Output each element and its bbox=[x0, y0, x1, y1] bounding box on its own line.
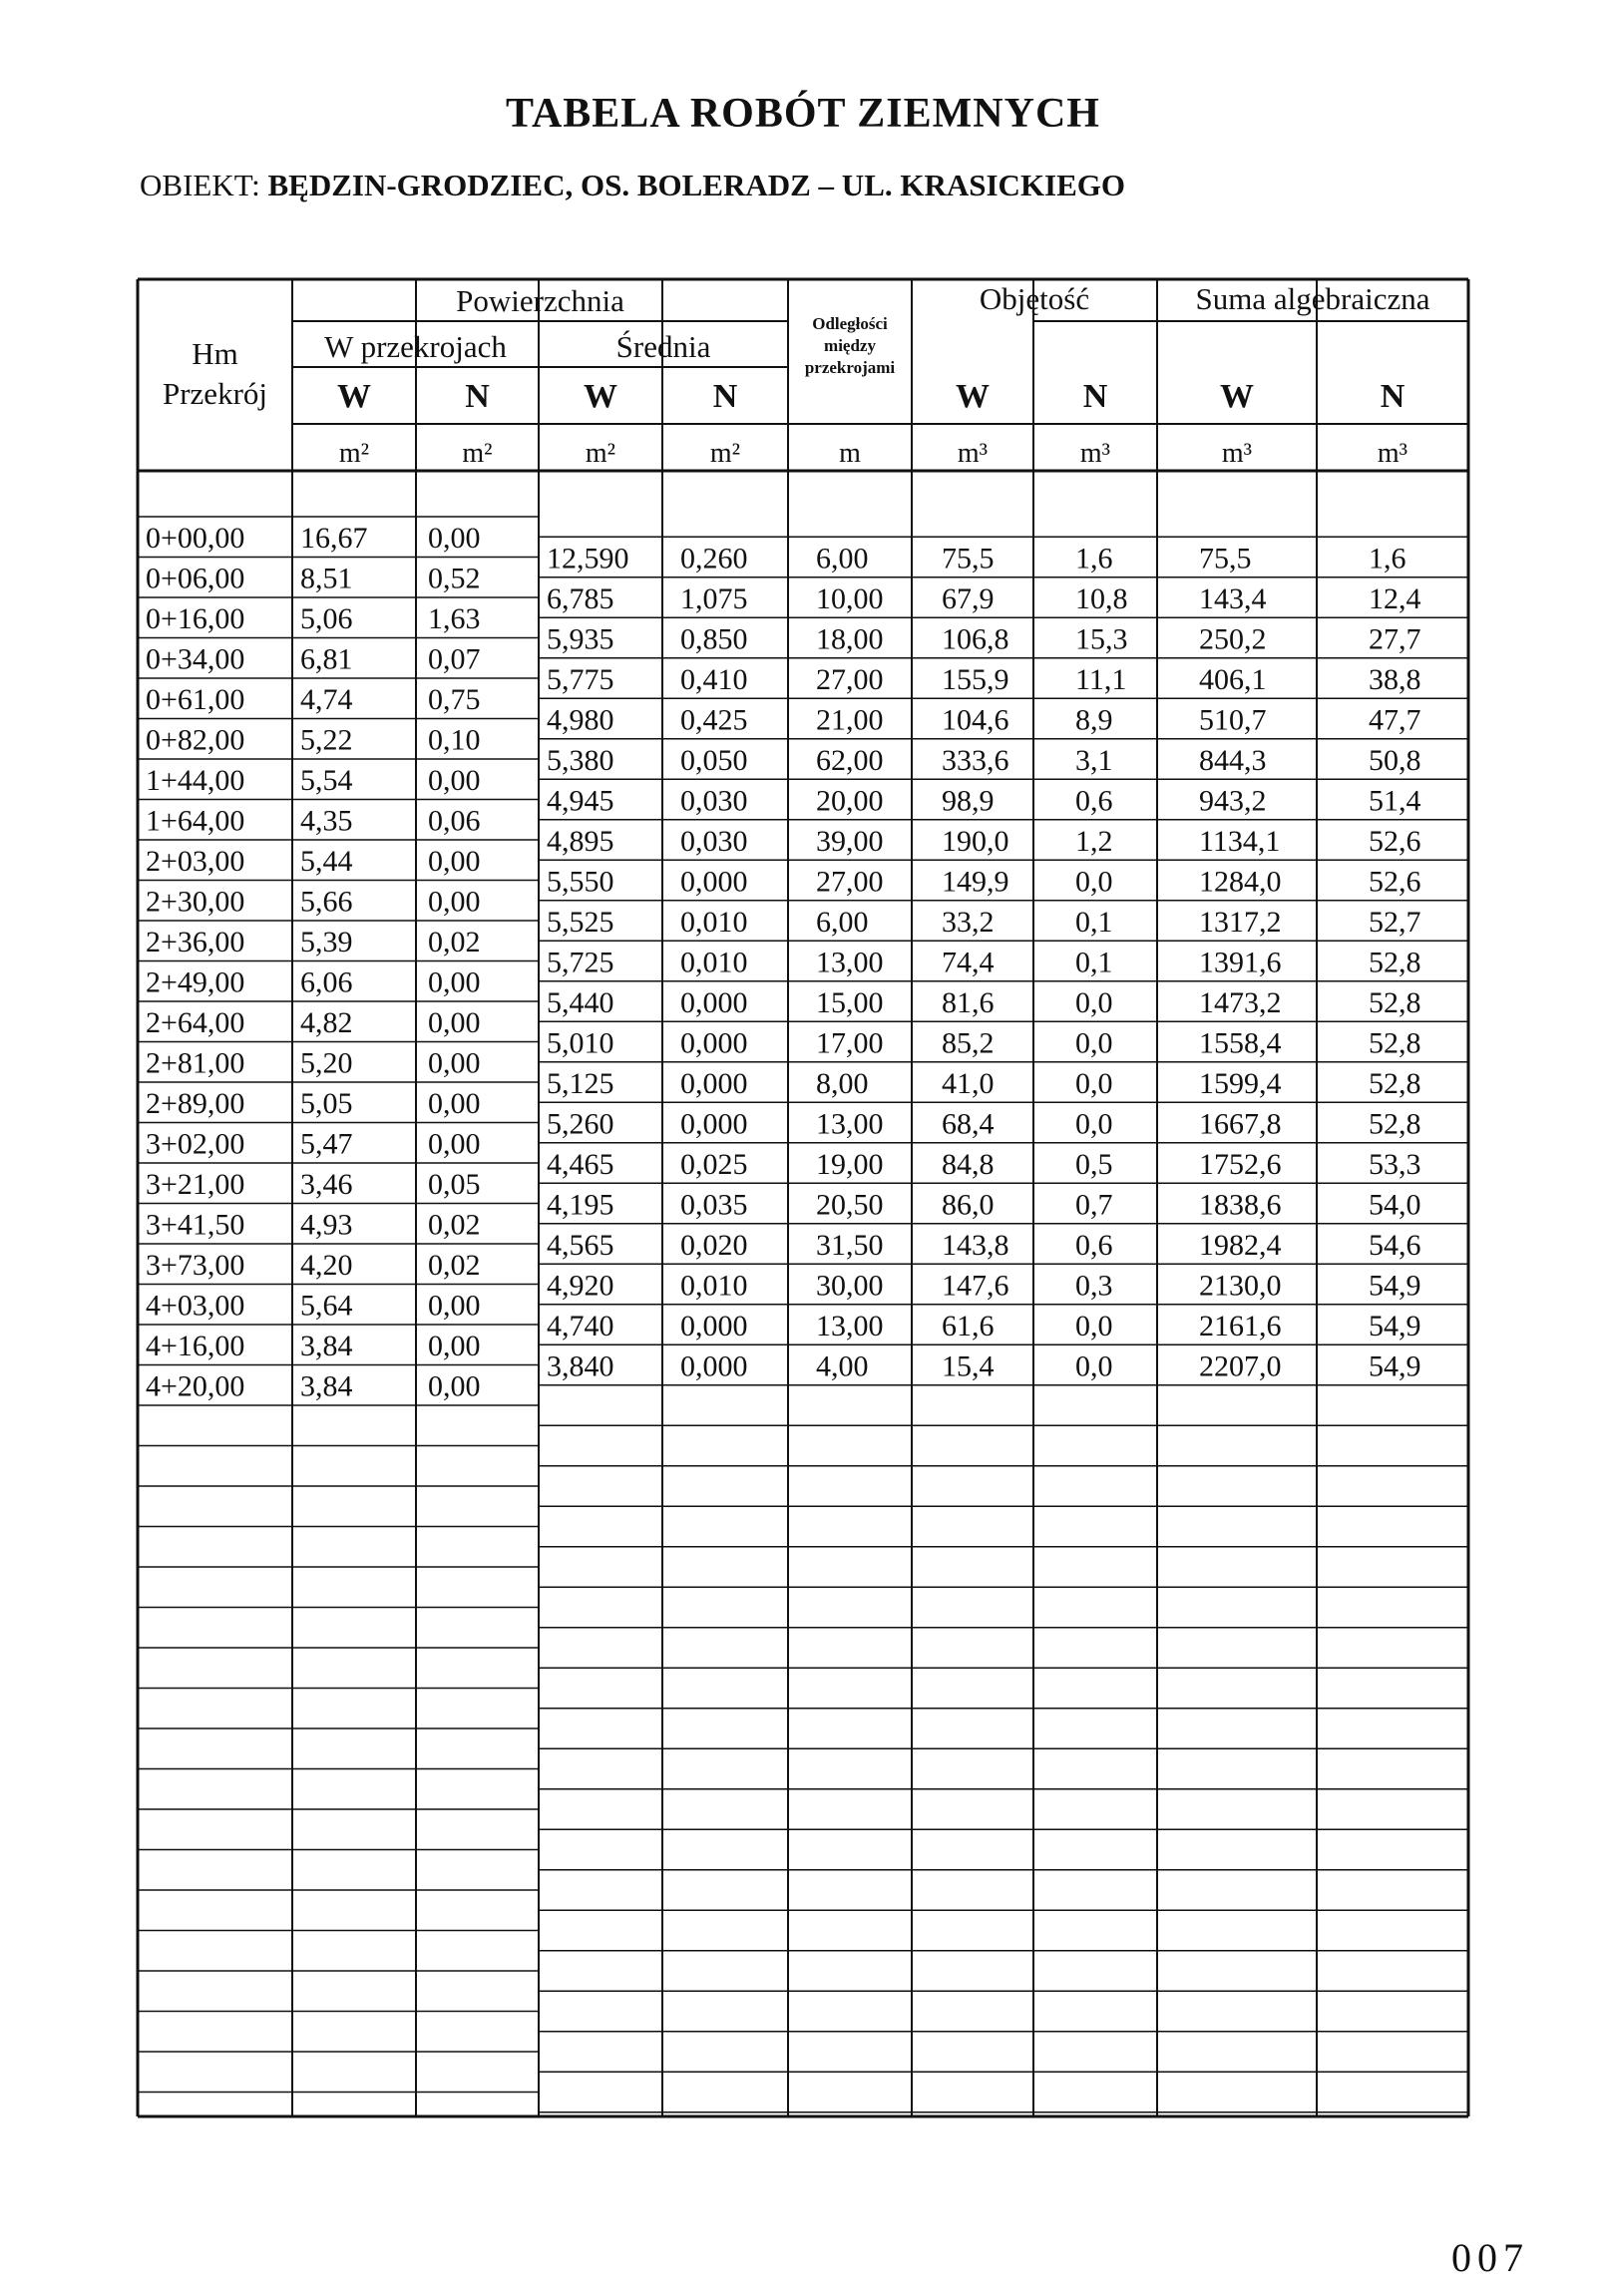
section-hm: 2+36,00 bbox=[146, 926, 245, 958]
sum-n: 50,8 bbox=[1369, 743, 1421, 777]
header-powierzchnia: Powierzchnia bbox=[456, 283, 624, 318]
section-area-n: 0,52 bbox=[428, 562, 481, 595]
sum-w: 2161,6 bbox=[1199, 1309, 1282, 1342]
header-w: W bbox=[956, 378, 990, 415]
section-area-n: 0,07 bbox=[428, 642, 481, 676]
volume-w: 61,6 bbox=[942, 1309, 995, 1342]
section-hm: 3+41,50 bbox=[146, 1208, 245, 1242]
avg-area-w: 5,010 bbox=[547, 1026, 614, 1060]
volume-n: 1,2 bbox=[1075, 824, 1113, 858]
section-area-w: 5,47 bbox=[300, 1127, 353, 1161]
section-hm: 2+81,00 bbox=[146, 1046, 245, 1080]
avg-area-w: 5,260 bbox=[547, 1107, 614, 1141]
section-hm: 3+73,00 bbox=[146, 1249, 245, 1282]
avg-area-n: 0,030 bbox=[680, 784, 748, 818]
volume-w: 147,6 bbox=[942, 1269, 1009, 1303]
section-area-n: 0,05 bbox=[428, 1168, 481, 1201]
object-label: OBIEKT: bbox=[140, 168, 268, 202]
volume-n: 0,0 bbox=[1075, 1066, 1113, 1100]
section-hm: 1+44,00 bbox=[146, 764, 245, 797]
section-area-w: 8,51 bbox=[300, 562, 353, 595]
avg-area-w: 5,440 bbox=[547, 985, 614, 1019]
section-area-n: 0,10 bbox=[428, 723, 481, 757]
section-hm: 0+16,00 bbox=[146, 602, 245, 635]
section-area-w: 5,06 bbox=[300, 602, 353, 635]
avg-area-w: 5,935 bbox=[547, 622, 614, 656]
avg-area-w: 5,125 bbox=[547, 1066, 614, 1100]
section-hm: 2+03,00 bbox=[146, 845, 245, 878]
volume-w: 81,6 bbox=[942, 985, 995, 1019]
header-przekroj: Przekrój bbox=[162, 376, 268, 411]
volume-n: 0,0 bbox=[1075, 865, 1113, 899]
volume-w: 149,9 bbox=[942, 865, 1009, 899]
section-area-n: 0,00 bbox=[428, 1289, 481, 1323]
section-area-n: 1,63 bbox=[428, 602, 481, 635]
volume-w: 68,4 bbox=[942, 1107, 995, 1141]
avg-area-w: 5,725 bbox=[547, 946, 614, 979]
distance: 21,00 bbox=[816, 703, 884, 737]
volume-w: 67,9 bbox=[942, 581, 995, 615]
avg-area-n: 0,035 bbox=[680, 1188, 748, 1222]
volume-n: 1,6 bbox=[1075, 542, 1113, 575]
section-hm: 4+20,00 bbox=[146, 1369, 245, 1403]
distance: 19,00 bbox=[816, 1147, 884, 1181]
avg-area-n: 0,000 bbox=[680, 1107, 748, 1141]
sum-n: 1,6 bbox=[1369, 542, 1406, 575]
section-area-w: 4,20 bbox=[300, 1249, 353, 1282]
section-area-w: 5,66 bbox=[300, 885, 353, 919]
sum-w: 1558,4 bbox=[1199, 1026, 1282, 1060]
unit-label: m² bbox=[709, 438, 741, 469]
sum-w: 406,1 bbox=[1199, 662, 1267, 696]
volume-w: 74,4 bbox=[942, 946, 995, 979]
sum-w: 510,7 bbox=[1199, 703, 1267, 737]
sum-n: 52,8 bbox=[1369, 1107, 1421, 1141]
sum-w: 1317,2 bbox=[1199, 905, 1282, 939]
sum-n: 53,3 bbox=[1369, 1147, 1421, 1181]
sum-w: 1284,0 bbox=[1199, 865, 1282, 899]
section-area-w: 6,81 bbox=[300, 642, 353, 676]
volume-w: 155,9 bbox=[942, 662, 1009, 696]
avg-area-n: 0,850 bbox=[680, 622, 748, 656]
sum-w: 250,2 bbox=[1199, 622, 1267, 656]
section-hm: 0+82,00 bbox=[146, 723, 245, 757]
sum-n: 54,6 bbox=[1369, 1228, 1421, 1262]
avg-area-n: 0,010 bbox=[680, 905, 748, 939]
unit-label: m² bbox=[338, 438, 370, 469]
section-area-n: 0,00 bbox=[428, 885, 481, 919]
sum-w: 2130,0 bbox=[1199, 1269, 1282, 1303]
volume-n: 0,6 bbox=[1075, 784, 1113, 818]
unit-label: m³ bbox=[1221, 438, 1253, 469]
section-hm: 0+34,00 bbox=[146, 642, 245, 676]
volume-w: 85,2 bbox=[942, 1026, 995, 1060]
header-n: N bbox=[1082, 378, 1108, 415]
section-hm: 1+64,00 bbox=[146, 804, 245, 838]
avg-area-n: 0,010 bbox=[680, 1269, 748, 1303]
sum-w: 844,3 bbox=[1199, 743, 1267, 777]
section-area-w: 5,64 bbox=[300, 1289, 353, 1323]
sum-n: 51,4 bbox=[1369, 784, 1421, 818]
section-hm: 4+03,00 bbox=[146, 1289, 245, 1323]
distance: 31,50 bbox=[816, 1228, 884, 1262]
avg-area-w: 4,195 bbox=[547, 1188, 614, 1222]
sum-n: 27,7 bbox=[1369, 622, 1421, 656]
section-area-w: 3,46 bbox=[300, 1168, 353, 1201]
avg-area-n: 0,020 bbox=[680, 1228, 748, 1262]
avg-area-w: 4,920 bbox=[547, 1269, 614, 1303]
section-area-n: 0,00 bbox=[428, 1006, 481, 1039]
distance: 15,00 bbox=[816, 985, 884, 1019]
avg-area-w: 4,945 bbox=[547, 784, 614, 818]
header-suma: Suma algebraiczna bbox=[1195, 281, 1430, 316]
distance: 13,00 bbox=[816, 1309, 884, 1342]
sum-n: 54,0 bbox=[1369, 1188, 1421, 1222]
header-w: W bbox=[584, 378, 617, 415]
avg-area-n: 0,000 bbox=[680, 1349, 748, 1383]
sum-n: 52,6 bbox=[1369, 824, 1421, 858]
section-area-w: 5,44 bbox=[300, 845, 353, 878]
avg-area-n: 0,050 bbox=[680, 743, 748, 777]
avg-area-w: 5,525 bbox=[547, 905, 614, 939]
section-area-w: 3,84 bbox=[300, 1330, 353, 1362]
section-area-n: 0,02 bbox=[428, 1249, 481, 1282]
sum-w: 143,4 bbox=[1199, 581, 1267, 615]
volume-n: 11,1 bbox=[1075, 662, 1127, 696]
section-area-w: 4,82 bbox=[300, 1006, 353, 1039]
sum-w: 1667,8 bbox=[1199, 1107, 1282, 1141]
volume-n: 8,9 bbox=[1075, 703, 1113, 737]
unit-label: m³ bbox=[1079, 438, 1111, 469]
volume-w: 333,6 bbox=[942, 743, 1009, 777]
header-n: N bbox=[465, 378, 490, 415]
avg-area-n: 0,025 bbox=[680, 1147, 748, 1181]
section-area-n: 0,00 bbox=[428, 1330, 481, 1362]
section-area-n: 0,00 bbox=[428, 845, 481, 878]
avg-area-n: 0,260 bbox=[680, 542, 748, 575]
avg-area-w: 5,775 bbox=[547, 662, 614, 696]
avg-area-n: 0,000 bbox=[680, 1026, 748, 1060]
distance: 62,00 bbox=[816, 743, 884, 777]
section-area-n: 0,02 bbox=[428, 926, 481, 958]
distance: 27,00 bbox=[816, 865, 884, 899]
section-hm: 2+49,00 bbox=[146, 965, 245, 999]
volume-w: 104,6 bbox=[942, 703, 1009, 737]
unit-label: m² bbox=[462, 438, 493, 469]
distance: 27,00 bbox=[816, 662, 884, 696]
avg-area-n: 0,410 bbox=[680, 662, 748, 696]
sum-n: 52,6 bbox=[1369, 865, 1421, 899]
volume-w: 41,0 bbox=[942, 1066, 995, 1100]
volume-n: 0,0 bbox=[1075, 1026, 1113, 1060]
distance: 30,00 bbox=[816, 1269, 884, 1303]
avg-area-w: 4,740 bbox=[547, 1309, 614, 1342]
sum-w: 2207,0 bbox=[1199, 1349, 1282, 1383]
volume-n: 0,1 bbox=[1075, 905, 1113, 939]
section-area-n: 0,00 bbox=[428, 522, 481, 555]
object-name: BĘDZIN-GRODZIEC, OS. BOLERADZ – UL. KRASICKIEGO bbox=[267, 168, 1126, 202]
avg-area-n: 0,000 bbox=[680, 1066, 748, 1100]
header-w-przekrojach: W przekrojach bbox=[324, 329, 507, 364]
volume-w: 33,2 bbox=[942, 905, 995, 939]
section-hm: 2+89,00 bbox=[146, 1087, 245, 1120]
section-area-w: 6,06 bbox=[300, 965, 353, 999]
document-title: TABELA ROBÓT ZIEMNYCH bbox=[506, 91, 1100, 137]
section-hm: 0+61,00 bbox=[146, 683, 245, 716]
header-srednia: Średnia bbox=[615, 329, 711, 364]
volume-w: 106,8 bbox=[942, 622, 1009, 656]
volume-n: 0,3 bbox=[1075, 1269, 1113, 1303]
section-area-n: 0,00 bbox=[428, 1046, 481, 1080]
volume-n: 0,5 bbox=[1075, 1147, 1113, 1181]
avg-area-n: 0,010 bbox=[680, 946, 748, 979]
distance: 6,00 bbox=[816, 905, 869, 939]
volume-n: 3,1 bbox=[1075, 743, 1113, 777]
section-area-w: 4,74 bbox=[300, 683, 353, 716]
sum-n: 54,9 bbox=[1369, 1269, 1421, 1303]
distance: 4,00 bbox=[816, 1349, 869, 1383]
section-area-w: 16,67 bbox=[300, 522, 368, 555]
sum-n: 52,8 bbox=[1369, 1026, 1421, 1060]
header-hm: Hm bbox=[192, 336, 238, 371]
header-przekrojami: przekrojami bbox=[804, 358, 896, 377]
sum-n: 38,8 bbox=[1369, 662, 1421, 696]
avg-area-n: 0,030 bbox=[680, 824, 748, 858]
section-hm: 4+16,00 bbox=[146, 1330, 245, 1362]
volume-w: 190,0 bbox=[942, 824, 1009, 858]
volume-w: 143,8 bbox=[942, 1228, 1009, 1262]
sum-n: 52,8 bbox=[1369, 985, 1421, 1019]
sum-w: 75,5 bbox=[1199, 542, 1252, 575]
section-area-w: 5,22 bbox=[300, 723, 353, 757]
sum-w: 1391,6 bbox=[1199, 946, 1282, 979]
sum-w: 1134,1 bbox=[1199, 824, 1281, 858]
sum-n: 47,7 bbox=[1369, 703, 1421, 737]
section-area-n: 0,00 bbox=[428, 764, 481, 797]
volume-n: 10,8 bbox=[1075, 581, 1128, 615]
header-miedzy: między bbox=[824, 336, 876, 355]
section-area-w: 3,84 bbox=[300, 1369, 353, 1403]
header-w: W bbox=[337, 378, 371, 415]
section-area-n: 0,00 bbox=[428, 965, 481, 999]
volume-w: 75,5 bbox=[942, 542, 995, 575]
distance: 6,00 bbox=[816, 542, 869, 575]
sum-w: 1473,2 bbox=[1199, 985, 1282, 1019]
distance: 8,00 bbox=[816, 1066, 869, 1100]
distance: 39,00 bbox=[816, 824, 884, 858]
section-area-n: 0,75 bbox=[428, 683, 481, 716]
section-hm: 3+02,00 bbox=[146, 1127, 245, 1161]
sum-n: 52,7 bbox=[1369, 905, 1421, 939]
avg-area-w: 4,565 bbox=[547, 1228, 614, 1262]
section-area-n: 0,00 bbox=[428, 1127, 481, 1161]
volume-w: 86,0 bbox=[942, 1188, 995, 1222]
volume-n: 0,0 bbox=[1075, 1107, 1113, 1141]
section-area-n: 0,00 bbox=[428, 1087, 481, 1120]
sum-n: 12,4 bbox=[1369, 581, 1421, 615]
volume-n: 0,0 bbox=[1075, 1349, 1113, 1383]
avg-area-w: 3,840 bbox=[547, 1349, 614, 1383]
sum-n: 52,8 bbox=[1369, 1066, 1421, 1100]
volume-n: 0,0 bbox=[1075, 985, 1113, 1019]
sum-n: 52,8 bbox=[1369, 946, 1421, 979]
avg-area-n: 0,000 bbox=[680, 1309, 748, 1342]
header-n: N bbox=[712, 378, 738, 415]
distance: 20,00 bbox=[816, 784, 884, 818]
section-area-w: 5,20 bbox=[300, 1046, 353, 1080]
section-area-n: 0,00 bbox=[428, 1369, 481, 1403]
header-objetosc: Objętość bbox=[979, 281, 1090, 316]
volume-n: 0,7 bbox=[1075, 1188, 1113, 1222]
section-area-w: 5,05 bbox=[300, 1087, 353, 1120]
section-hm: 3+21,00 bbox=[146, 1168, 245, 1201]
volume-n: 0,6 bbox=[1075, 1228, 1113, 1262]
sum-w: 1599,4 bbox=[1199, 1066, 1282, 1100]
distance: 10,00 bbox=[816, 581, 884, 615]
section-area-n: 0,06 bbox=[428, 804, 481, 838]
avg-area-w: 5,380 bbox=[547, 743, 614, 777]
volume-w: 84,8 bbox=[942, 1147, 995, 1181]
header-w: W bbox=[1220, 378, 1254, 415]
avg-area-w: 6,785 bbox=[547, 581, 614, 615]
avg-area-n: 1,075 bbox=[680, 581, 748, 615]
avg-area-w: 4,465 bbox=[547, 1147, 614, 1181]
unit-label: m³ bbox=[1377, 438, 1408, 469]
avg-area-n: 0,425 bbox=[680, 703, 748, 737]
page-number: 007 bbox=[1451, 2235, 1529, 2280]
section-hm: 0+00,00 bbox=[146, 522, 245, 555]
section-area-w: 5,54 bbox=[300, 764, 353, 797]
distance: 20,50 bbox=[816, 1188, 884, 1222]
avg-area-w: 4,980 bbox=[547, 703, 614, 737]
section-hm: 2+30,00 bbox=[146, 885, 245, 919]
sum-n: 54,9 bbox=[1369, 1309, 1421, 1342]
volume-n: 15,3 bbox=[1075, 622, 1128, 656]
unit-label: m bbox=[839, 438, 861, 469]
volume-n: 0,1 bbox=[1075, 946, 1113, 979]
section-area-w: 4,35 bbox=[300, 804, 353, 838]
header-n: N bbox=[1380, 378, 1405, 415]
sum-w: 1752,6 bbox=[1199, 1147, 1282, 1181]
sum-w: 943,2 bbox=[1199, 784, 1267, 818]
avg-area-w: 4,895 bbox=[547, 824, 614, 858]
section-area-w: 5,39 bbox=[300, 926, 353, 958]
distance: 13,00 bbox=[816, 1107, 884, 1141]
section-area-w: 4,93 bbox=[300, 1208, 353, 1242]
avg-area-w: 12,590 bbox=[547, 542, 629, 575]
sum-n: 54,9 bbox=[1369, 1349, 1421, 1383]
section-area-n: 0,02 bbox=[428, 1208, 481, 1242]
distance: 17,00 bbox=[816, 1026, 884, 1060]
section-hm: 2+64,00 bbox=[146, 1006, 245, 1039]
distance: 18,00 bbox=[816, 622, 884, 656]
avg-area-n: 0,000 bbox=[680, 985, 748, 1019]
sum-w: 1982,4 bbox=[1199, 1228, 1282, 1262]
volume-w: 15,4 bbox=[942, 1349, 995, 1383]
volume-n: 0,0 bbox=[1075, 1309, 1113, 1342]
header-odleglosci: Odległości bbox=[812, 314, 888, 333]
volume-w: 98,9 bbox=[942, 784, 995, 818]
section-hm: 0+06,00 bbox=[146, 562, 245, 595]
unit-label: m² bbox=[585, 438, 616, 469]
avg-area-w: 5,550 bbox=[547, 865, 614, 899]
distance: 13,00 bbox=[816, 946, 884, 979]
unit-label: m³ bbox=[957, 438, 989, 469]
avg-area-n: 0,000 bbox=[680, 865, 748, 899]
sum-w: 1838,6 bbox=[1199, 1188, 1282, 1222]
